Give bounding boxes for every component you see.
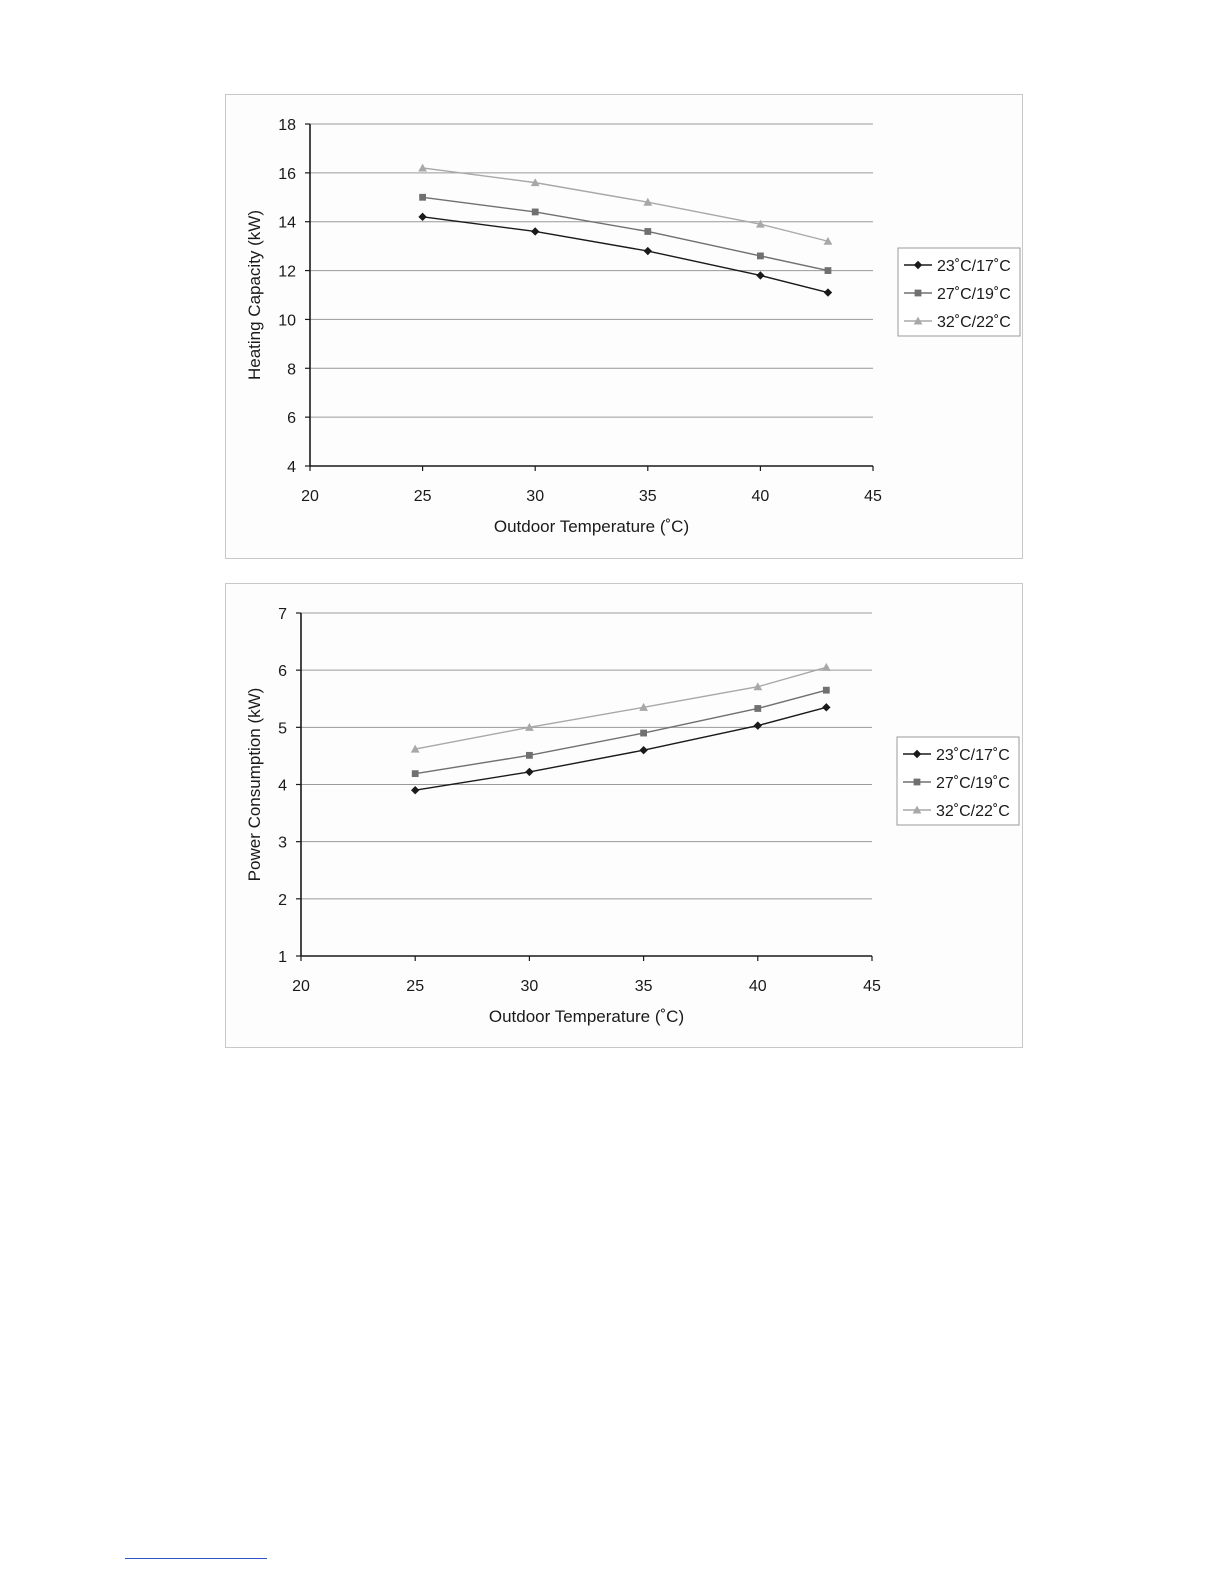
y-tick-label: 12	[278, 263, 296, 281]
data-point	[418, 213, 426, 221]
series-line	[415, 707, 826, 790]
x-tick-label: 40	[748, 978, 767, 995]
y-tick-label: 6	[287, 410, 296, 428]
x-tick-label: 40	[751, 488, 770, 505]
y-tick-label: 3	[278, 834, 287, 852]
data-point	[823, 687, 830, 694]
data-point	[824, 288, 832, 296]
legend-swatch-marker	[914, 779, 921, 786]
x-tick-label: 20	[301, 488, 319, 505]
data-point	[822, 663, 831, 671]
data-point	[822, 703, 830, 711]
legend-label: 27˚C/19˚C	[936, 775, 1010, 792]
y-tick-label: 7	[278, 606, 287, 623]
series-line	[415, 690, 826, 773]
y-tick-label: 16	[278, 165, 296, 183]
data-point	[825, 267, 832, 274]
data-point	[526, 752, 533, 759]
series-line	[423, 197, 828, 270]
legend-label: 23˚C/17˚C	[937, 258, 1011, 275]
data-point	[756, 271, 764, 279]
data-point	[532, 209, 539, 216]
data-point	[639, 746, 647, 754]
legend-label: 32˚C/22˚C	[937, 314, 1011, 331]
x-tick-label: 45	[863, 978, 881, 995]
x-tick-label: 35	[638, 488, 657, 505]
legend-label: 27˚C/19˚C	[937, 286, 1011, 303]
heating-capacity-chart	[226, 95, 1024, 560]
x-tick-label: 20	[292, 978, 310, 995]
data-point	[754, 705, 761, 712]
y-tick-label: 10	[278, 312, 296, 330]
data-point	[419, 194, 426, 201]
data-point	[412, 770, 419, 777]
x-tick-label: 25	[413, 488, 432, 505]
x-tick-label: 30	[520, 978, 539, 995]
y-tick-label: 8	[287, 361, 296, 379]
heating-capacity-chart-panel	[225, 94, 1023, 559]
data-point	[644, 247, 652, 255]
y-axis-title: Heating Capacity (kW)	[245, 209, 264, 381]
series-line	[415, 667, 826, 749]
legend-label: 23˚C/17˚C	[936, 747, 1010, 764]
data-point	[531, 227, 539, 235]
power-consumption-chart-panel	[225, 583, 1023, 1048]
y-tick-label: 14	[278, 214, 296, 232]
data-point	[757, 253, 764, 260]
y-tick-label: 1	[278, 949, 287, 966]
x-tick-label: 45	[864, 488, 882, 505]
data-point	[525, 768, 533, 776]
x-axis-title: Outdoor Temperature (˚C)	[488, 1007, 685, 1026]
x-tick-label: 35	[634, 978, 653, 995]
y-tick-label: 18	[278, 117, 296, 134]
x-tick-label: 30	[526, 488, 545, 505]
power-consumption-chart	[226, 584, 1024, 1049]
data-point	[640, 730, 647, 737]
x-tick-label: 25	[406, 978, 425, 995]
legend-label: 32˚C/22˚C	[936, 803, 1010, 820]
legend-swatch-marker	[915, 290, 922, 297]
y-axis-title: Power Consumption (kW)	[245, 687, 264, 882]
y-tick-label: 4	[287, 459, 296, 476]
data-point	[644, 228, 651, 235]
x-axis-title: Outdoor Temperature (˚C)	[493, 517, 690, 536]
footnote-divider	[125, 1558, 267, 1559]
data-point	[411, 786, 419, 794]
y-tick-label: 2	[278, 891, 287, 909]
y-tick-label: 5	[278, 720, 287, 738]
y-tick-label: 6	[278, 663, 287, 681]
data-point	[754, 721, 762, 729]
data-point	[418, 164, 427, 172]
y-tick-label: 4	[278, 777, 287, 795]
